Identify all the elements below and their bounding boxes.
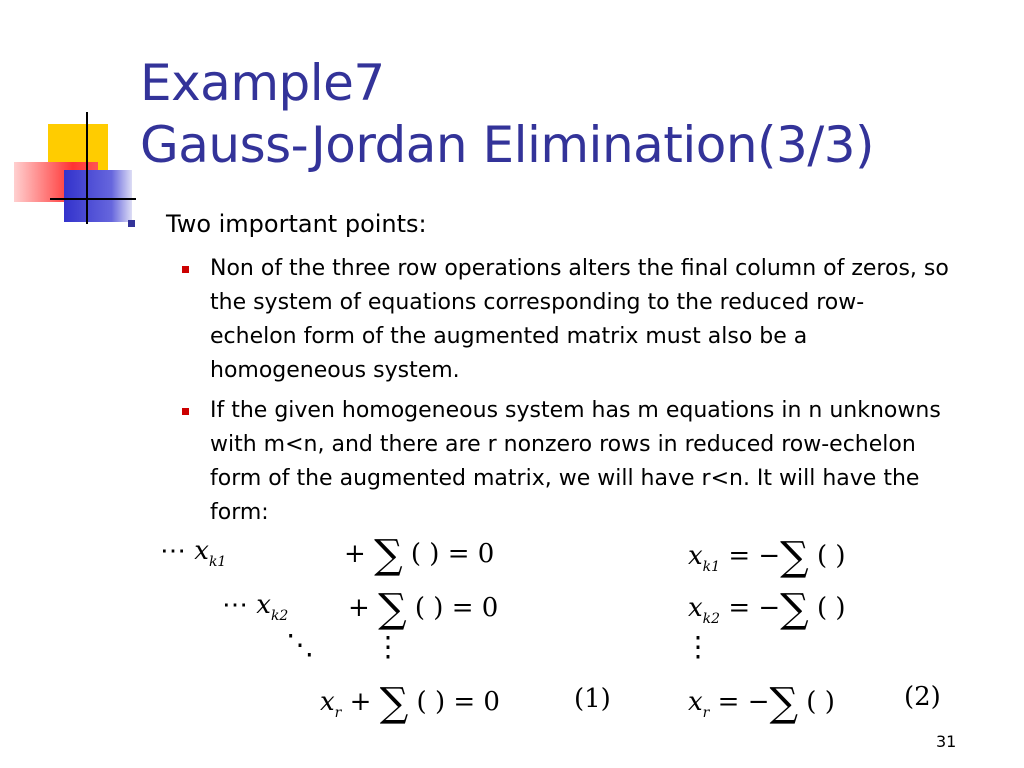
eq1-row1-rhs: + ∑ ( ) = 0 <box>344 532 495 578</box>
eq1-row2-lead: ⋯ $x_{k2}$ <box>222 590 289 624</box>
title-line-2: Gauss-Jordan Elimination(3/3) <box>140 116 875 174</box>
eq1-row1-lead: ⋯ $x_{k1}$ <box>160 536 227 570</box>
eq1-ddots: ⋱ <box>286 628 314 661</box>
bullet-square-icon <box>128 220 135 227</box>
deco-blue-square <box>64 170 132 222</box>
eq1-row-r: $x_r$ + ∑ ( ) = 0 <box>320 680 500 726</box>
eq2-row1: $x_{k1}$ = −∑ ( ) <box>688 534 846 580</box>
eq-label-2: (2) <box>904 682 941 712</box>
eq2-row2: $x_{k2}$ = −∑ ( ) <box>688 586 846 632</box>
sub-bullet-text: Non of the three row operations alters the final column of zeros, so the system of equations corresponding to the reduced row-echelon form of the augmented matrix must also be a homogeneous system. <box>210 256 949 383</box>
eq2-vdots: ⋮ <box>684 630 712 663</box>
deco-horizontal-line <box>50 198 136 200</box>
sub-bullet-text: If the given homogeneous system has m equations in n unknowns with m<n, and there are r nonzero rows in reduced row-echelon form of the augmented matrix, we will have r<n. It will have the form: <box>210 398 941 525</box>
eq1-row2-rhs: + ∑ ( ) = 0 <box>348 586 499 632</box>
page-number: 31 <box>936 732 957 751</box>
bullet-text: Two important points: <box>166 210 427 238</box>
deco-vertical-line <box>86 112 88 224</box>
eq1-vdots: ⋮ <box>374 630 402 663</box>
sub-bullet-square-icon <box>182 408 189 415</box>
title-line-1: Example7 <box>140 54 385 112</box>
sub-bullet-square-icon <box>182 266 189 273</box>
eq2-row-r: $x_r$ = −∑ ( ) <box>688 680 835 726</box>
slide-title <box>140 52 874 176</box>
eq-label-1: (1) <box>574 684 611 714</box>
